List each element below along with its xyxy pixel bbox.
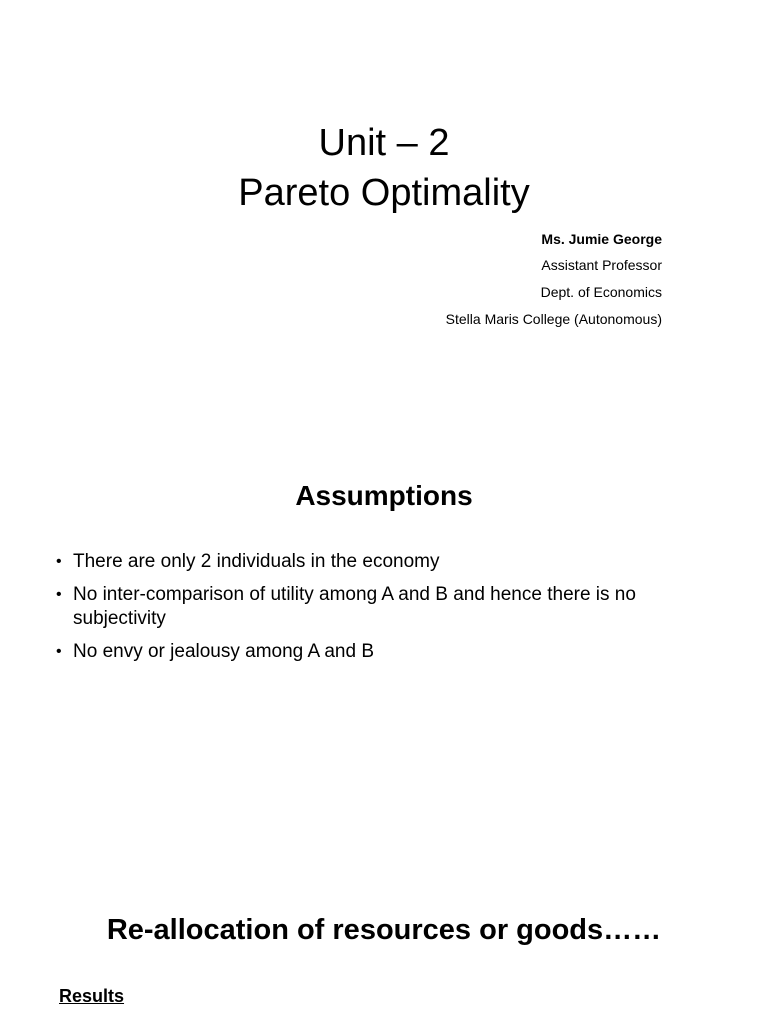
slide-title-topic: Pareto Optimality [238, 172, 530, 214]
author-name: Ms. Jumie George [541, 231, 662, 247]
reallocation-heading: Re-allocation of resources or goods…… [106, 914, 662, 946]
author-role: Assistant Professor [541, 257, 662, 273]
slide-title-unit: Unit – 2 [318, 122, 450, 164]
list-item-text: No inter-comparison of utility among A and B and hence there is no subjectivity [73, 584, 636, 629]
title-slide [0, 0, 768, 430]
assumptions-slide [0, 430, 768, 870]
reallocation-slide [0, 870, 768, 1024]
assumptions-list [56, 550, 716, 673]
results-label: Results [59, 986, 125, 1006]
bullet-icon: • [56, 553, 62, 570]
list-item [56, 550, 716, 574]
list-item [56, 583, 716, 631]
assumptions-heading: Assumptions [295, 480, 473, 511]
bullet-icon: • [56, 586, 62, 603]
list-item-text: No envy or jealousy among A and B [73, 641, 375, 662]
list-item [56, 640, 716, 664]
author-college: Stella Maris College (Autonomous) [445, 311, 662, 327]
list-item-text: There are only 2 individuals in the economy [73, 551, 440, 572]
bullet-icon: • [56, 643, 62, 660]
author-department: Dept. of Economics [540, 284, 662, 300]
